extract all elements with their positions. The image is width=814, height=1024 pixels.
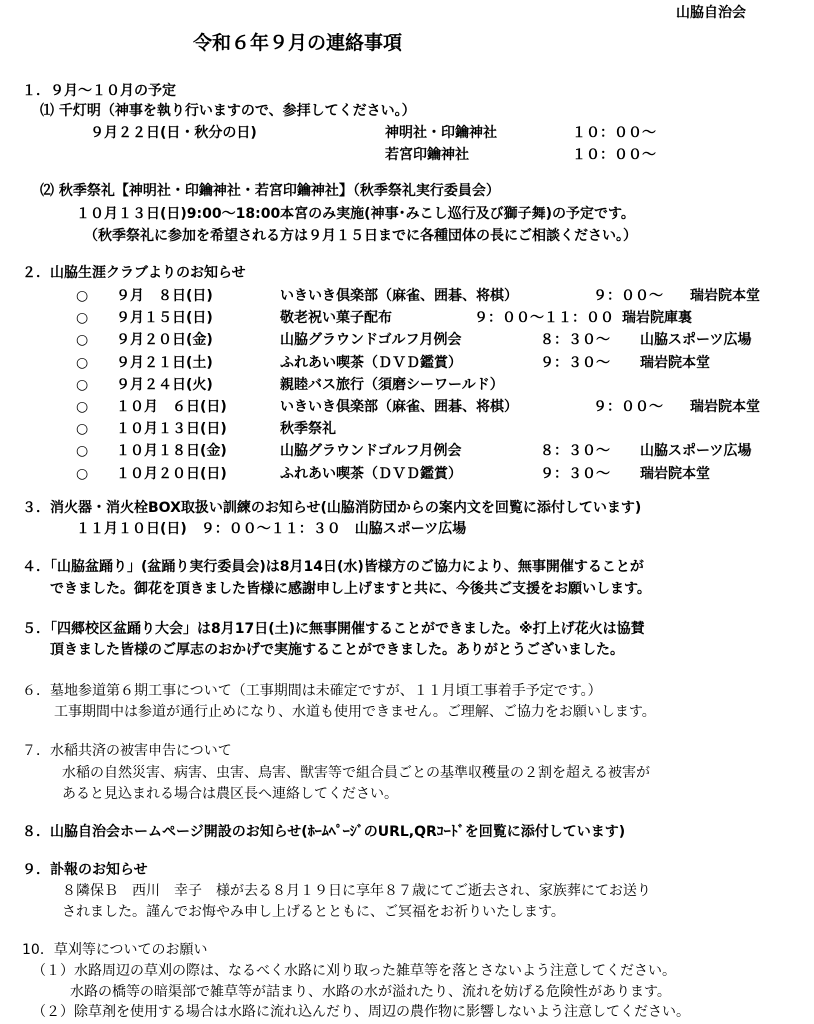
event-place: 瑞岩院本堂	[690, 288, 760, 304]
event-time: ９：３０～	[540, 354, 610, 371]
section-10-heading: 10．草刈等についてのお願い	[22, 942, 208, 958]
section-7-heading: ７．水稲共済の被害申告について	[22, 743, 232, 759]
section-4-line-2: できました。御花を頂きました皆様に感謝申し上げますと共に、今後共ご支援をお願いします。	[50, 581, 651, 597]
section-7-line-2: あると見込まれる場合は農区長へ連絡してください。	[62, 786, 398, 802]
event-date: １０月 ６日(日)	[116, 399, 227, 415]
section-9-line-2: されました。謹んでお悔やみ申し上げるとともに、ご冥福をお祈りいたします。	[62, 904, 565, 920]
event-date: ９月２０日(金)	[116, 332, 213, 349]
section-1-sub1-heading: ⑴ 千灯明（神事を執り行いますので、参拝してください。）	[40, 103, 416, 119]
event-mark: ○	[76, 465, 89, 482]
event-time: ９：００～	[593, 399, 663, 415]
section-5-line-1: ５．「四郷校区盆踊り大会」は8月17日(土)に無事開催することができました。※打上げ花火は協賛	[22, 621, 645, 637]
section-10-line-1: （１）水路周辺の草刈の際は、なるべく水路に刈り取った雑草等を落とさないよう注意してください。	[32, 963, 676, 979]
section-10-line-3: （２）除草剤を使用する場合は水路に流れ込んだり、周辺の農作物に影響しないよう注意してください。	[32, 1004, 690, 1020]
section-9-heading: ９．訃報のお知らせ	[22, 862, 148, 878]
section-5-line-2: 頂きました皆様のご厚志のおかげで実施することができました。ありがとうございました。	[50, 642, 624, 658]
event-place: 瑞岩院本堂	[690, 399, 760, 415]
event-mark: ○	[76, 310, 89, 327]
section-4-line-1: ４．「山脇盆踊り」(盆踊り実行委員会)は8月14日(水)皆様方のご協力により、無事開催することが	[22, 559, 644, 575]
event-time: ９：００～	[593, 288, 663, 304]
event-name: 秋季祭礼	[280, 421, 336, 438]
event-date: １０月２０日(日)	[116, 465, 227, 482]
section-10-line-2: 水路の橋等の暗渠部で雑草等が詰まり、水路の水が溢れたり、流れを妨げる危険性があります。	[70, 984, 671, 1000]
event-place: 瑞岩院本堂	[640, 354, 710, 371]
section-3-heading: ３．消火器・消火栓BOX取扱い訓練のお知らせ(山脇消防団からの案内文を回覧に添付しています)	[22, 500, 642, 516]
event-place: 山脇スポーツ広場	[640, 332, 752, 349]
event-name: 山脇グラウンドゴルフ月例会	[280, 443, 462, 460]
event-time: ８：３０～	[540, 443, 610, 460]
event-name: ふれあい喫茶（ＤＶＤ鑑賞）	[280, 465, 462, 482]
lantern-date: ９月２２日(日・秋分の日)	[90, 125, 257, 141]
section-2-heading: ２．山脇生涯クラブよりのお知らせ	[22, 265, 246, 281]
section-3-line-1: １１月１０日(日) ９：００～１１：３０ 山脇スポーツ広場	[76, 521, 467, 537]
event-name: いきいき倶楽部（麻雀、囲碁、将棋）	[280, 399, 518, 415]
event-mark: ○	[76, 376, 89, 393]
section-6-line-1: ６．墓地参道第６期工事について（工事期間は未確定ですが、１１月頃工事着手予定です。）	[22, 683, 602, 699]
event-mark: ○	[76, 288, 89, 304]
event-date: １０月１８日(金)	[116, 443, 227, 460]
section-1-heading: １．９月～１０月の予定	[22, 83, 176, 99]
section-7-line-1: 水稲の自然災害、病害、虫害、鳥害、獣害等で組合員ごとの基準収穫量の２割を超える被害が	[62, 765, 650, 781]
event-date: ９月２１日(土)	[116, 354, 213, 371]
event-date: ９月２４日(火)	[116, 376, 213, 393]
event-date: ９月１５日(日)	[116, 310, 213, 327]
event-mark: ○	[76, 399, 89, 415]
section-1-sub2-heading: ⑵ 秋季祭礼【神明社・印鑰神社・若宮印鑰神社】（秋季祭礼実行委員会）	[40, 183, 500, 199]
page-title: 令和６年９月の連絡事項	[193, 32, 403, 54]
organization-name: 山脇自治会	[676, 5, 746, 21]
festival-line-1: １０月１３日(日)9:00～18:00本宮のみ実施(神事･みこし巡行及び獅子舞)の予定です。	[76, 206, 635, 222]
event-name: 敬老祝い菓子配布	[280, 310, 392, 327]
section-6-line-2: 工事期間中は参道が通行止めになり、水道も使用できません。ご理解、ご協力をお願いします。	[54, 704, 656, 720]
lantern-shrine-2: 若宮印鑰神社	[385, 147, 469, 163]
event-date: １０月１３日(日)	[116, 421, 227, 438]
lantern-time-2: １０：００～	[572, 147, 656, 163]
lantern-time-1: １０：００～	[572, 125, 656, 141]
event-name: いきいき倶楽部（麻雀、囲碁、将棋）	[280, 288, 518, 304]
event-mark: ○	[76, 443, 89, 460]
event-place: 瑞岩院庫裏	[622, 310, 692, 327]
event-mark: ○	[76, 354, 89, 371]
event-time: ９：３０～	[540, 465, 610, 482]
event-name: 親睦バス旅行（須磨シーワールド）	[280, 376, 504, 393]
lantern-shrine-1: 神明社・印鑰神社	[385, 125, 497, 141]
section-9-line-1: ８隣保Ｂ 西川 幸子 様が去る８月１９日に享年８７歳にてご逝去され、家族葬にてお送り	[62, 883, 651, 899]
event-place: 山脇スポーツ広場	[640, 443, 752, 460]
festival-line-2: （秋季祭礼に参加を希望される方は９月１５日までに各種団体の長にご相談ください。）	[84, 228, 637, 244]
event-time: ９：００～１１：００	[474, 310, 614, 327]
section-8-heading: ８．山脇自治会ホームページ開設のお知らせ(ﾎｰﾑﾍﾟｰｼﾞのURL,QRｺｰﾄﾞを回覧に添付しています)	[22, 824, 626, 840]
event-mark: ○	[76, 421, 89, 438]
event-name: 山脇グラウンドゴルフ月例会	[280, 332, 462, 349]
event-date: ９月 ８日(日)	[116, 288, 213, 304]
event-mark: ○	[76, 332, 89, 349]
event-name: ふれあい喫茶（ＤＶＤ鑑賞）	[280, 354, 462, 371]
event-time: ８：３０～	[540, 332, 610, 349]
event-place: 瑞岩院本堂	[640, 465, 710, 482]
